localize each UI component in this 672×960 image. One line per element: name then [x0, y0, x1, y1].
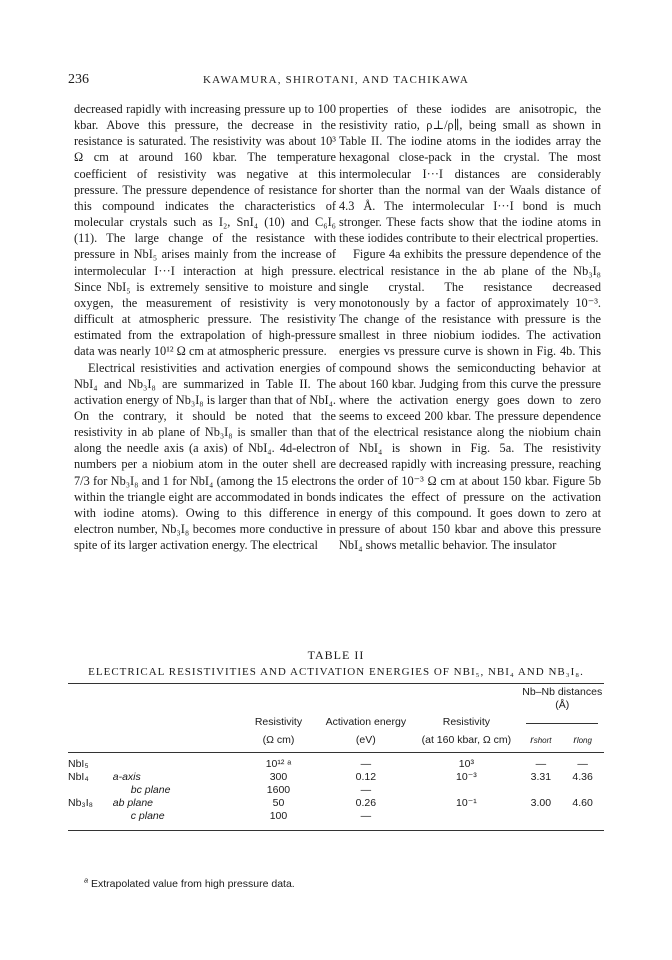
table-row: NbI₄ a-axis 300 0.12 10⁻³ 3.31 4.36 — [68, 770, 593, 783]
table-caption — [68, 648, 604, 678]
table-body — [68, 684, 604, 831]
running-title: KAWAMURA, SHIROTANI, AND TACHIKAWA — [203, 74, 469, 86]
header-nb-distances: Nb–Nb distances — [522, 686, 603, 698]
table-row: bc plane 1600 — — [130, 783, 372, 796]
header-resistivity-160: Resistivity — [442, 716, 491, 728]
left-column — [74, 101, 336, 553]
table-row: Nb₃I₈ ab plane 50 0.26 10⁻¹ 3.00 4.60 — [68, 796, 593, 809]
distances-rule — [526, 723, 598, 724]
page-header — [68, 72, 604, 92]
right-paragraph-2: Figure 4a exhibits the pressure dependence of the electrical resistance in the ab plane of the Nb₃I₈ single crystal. The resistance decreased monotonously by a factor of approximately 10⁻³. The change of the resistance with pressure is the smallest in three niobium iodides. The activation energies vs pressure curve is shown in Fig. 4b. This compound shows the semiconducting behavior at about 160 kbar. Judging from this curve the pressure where the activation energy goes down to zero seems to exceed 200 kbar. The pressure dependence of the electrical resistance along the niobium chain of NbI₄ is shown in Fig. 5a. The resistivity decreased rapidly with increasing pressure, reaching the order of 10⁻³ Ω cm at about 150 kbar. Figure 5b indicates the effect of pressure on the activation energy of this compound. It goes down to zero at pressure of about 150 kbar and above this pressure NbI₄ shows metallic behavior. The insulator — [339, 247, 601, 553]
header-activation: Activation energy — [325, 716, 407, 728]
right-column — [339, 101, 601, 553]
header-r-short: rshort — [530, 734, 552, 746]
footnote-text: Extrapolated value from high pressure data. — [91, 878, 295, 890]
left-paragraph-2: Electrical resistivities and activation energies of NbI₄ and Nb₃I₈ are summarized in Table II. The activation energy of Nb₃I₈ is larger than that of NbI₄. On the contrary, it should be noted that the resistivity in ab plane of Nb₃I₈ is smaller than that along the needle axis (a axis) of NbI₄. 4d-electron numbers per a niobium atom in the outer shell are 7/3 for Nb₃I₈ and 1 for NbI₄ (among the 15 electrons within the triangle eight are accommodated in bonds with iodine atoms). Owing to this difference in electron number, Nb₃I₈ becomes more conductive in spite of its larger activation energy. The electrical — [74, 360, 336, 553]
header-resistivity-unit: (Ω cm) — [262, 734, 295, 746]
left-paragraph-1: decreased rapidly with increasing pressure up to 100 kbar. Above this pressure, the decrease in the resistance is saturated. The resistivity was about 10³ Ω cm at around 160 kbar. The temperature coefficient of resistivity was negative at this pressure. The pressure dependence of resistance for this compound indicates the characteristics of molecular crystals such as I₂, SnI₄ (10) and C₆I₆ (11). The large change of the resistance with pressure in NbI₅ arises mainly from the increase of intermolecular I···I interaction at high pressure. Since NbI₅ is extremely sensitive to moisture and oxygen, the measurement of resistivity is very difficult at atmospheric pressure. The resistivity estimated from the extrapolation of high-pressure data was nearly 10¹² Ω cm at atmospheric pressure. — [74, 102, 336, 359]
table-footnote — [84, 875, 295, 890]
footnote-marker: a — [84, 875, 89, 885]
table-label: TABLE II — [307, 648, 365, 662]
data-table — [68, 683, 604, 831]
table-title: ELECTRICAL RESISTIVITIES AND ACTIVATION ENERGIES OF NBI₅, NBI₄ AND NB₃I₈. — [88, 666, 584, 678]
header-activation-unit: (eV) — [355, 734, 376, 746]
table-row: c plane 100 — — [130, 809, 372, 822]
page-number: 236 — [68, 72, 89, 87]
header-resistivity-160-unit: (at 160 kbar, Ω cm) — [421, 734, 512, 746]
table-row: NbI₅ 10¹² ᵃ — 10³ — — — [68, 757, 588, 770]
header-distances-unit: (Å) — [555, 699, 570, 711]
header-resistivity: Resistivity — [254, 716, 303, 728]
header-r-long: rlong — [573, 734, 592, 746]
right-paragraph-1: properties of these iodides are anisotropic, the resistivity ratio, ρ⊥/ρ∥, being small as shown in Table II. The iodine atoms in the iodides array the hexagonal close-pack in the crystal. The most intermolecular I···I distances are considerably shorter than the normal van der Waals distance of 4.3 Å. The intermolecular I···I bond is much stronger. These facts show that the iodine atoms in these iodides contribute to their electrical properties. — [339, 102, 601, 246]
